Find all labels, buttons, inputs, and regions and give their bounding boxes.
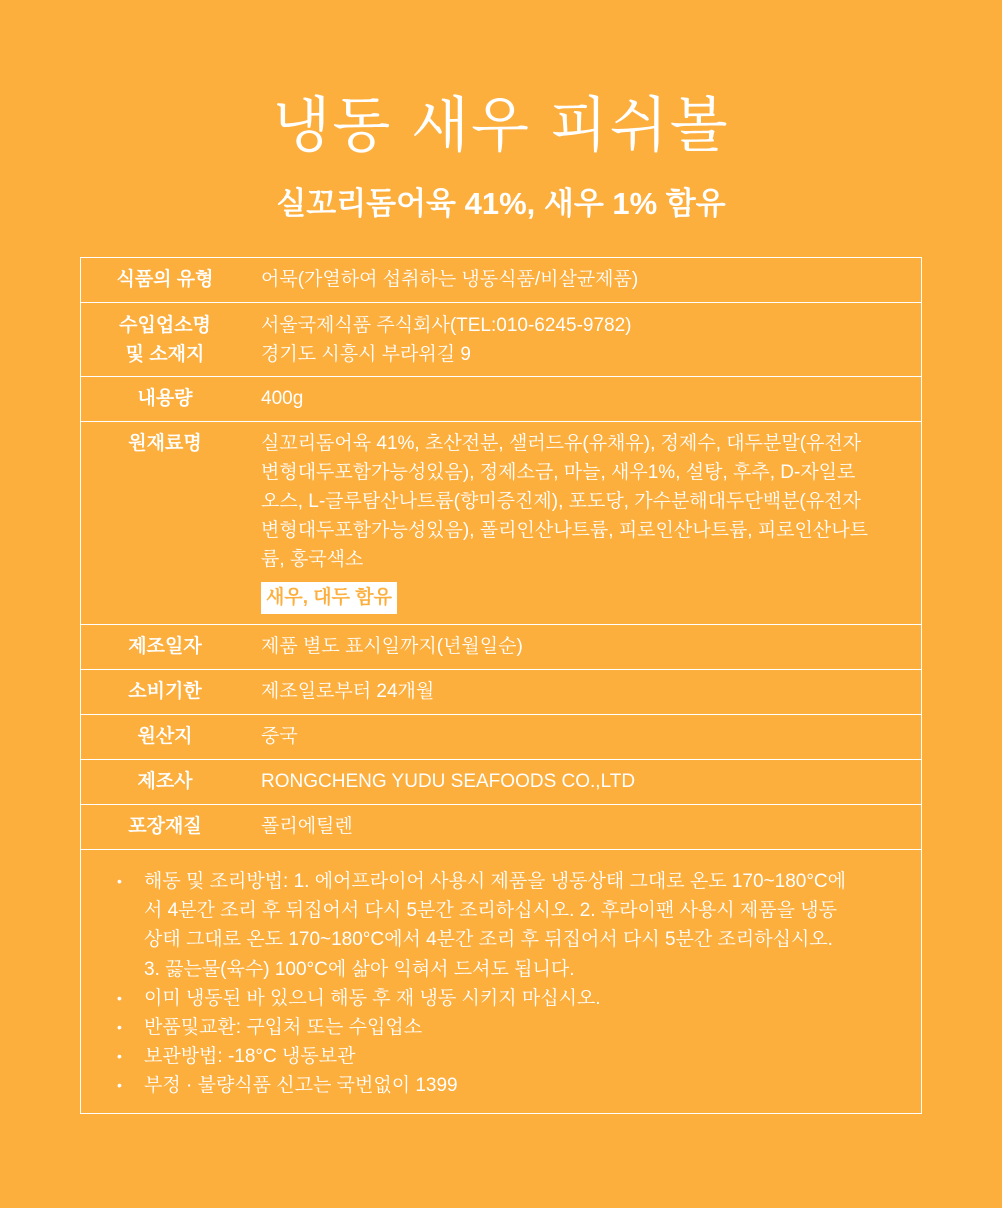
row-content [81, 377, 921, 422]
manufacture-date-label: 제조일자 [128, 636, 202, 657]
importer-label-line2: 및 소재지 [125, 344, 205, 365]
importer-label-line1: 수입업소명 [119, 315, 211, 336]
ingredients-line: 변형대두포함가능성있음), 폴리인산나트륨, 피로인산나트륨, 피로인산나트 [261, 520, 868, 541]
row-ingredients [81, 422, 921, 625]
manufacturer-value: RONGCHENG YUDU SEAFOODS CO.,LTD [261, 771, 636, 792]
note-line: 이미 냉동된 바 있으니 해동 후 재 냉동 시키지 마십시오. [144, 987, 601, 1009]
bullet-icon: • [117, 989, 122, 1006]
manufacturer-label: 제조사 [137, 771, 193, 792]
note-item [115, 1013, 901, 1042]
packaging-label: 포장재질 [128, 816, 202, 837]
ingredients-line: 륨, 홍국색소 [261, 549, 364, 570]
note-item [115, 984, 901, 1013]
product-info-table [80, 257, 922, 1114]
ingredients-line: 오스, L-글루탐산나트륨(향미증진제), 포도당, 가수분해대두단백분(유전자 [261, 491, 861, 512]
note-item [115, 867, 901, 984]
food-type-label: 식품의 유형 [116, 269, 214, 290]
row-manufacturer [81, 760, 921, 805]
note-item [115, 1071, 901, 1100]
row-manufacture-date [81, 625, 921, 670]
note-line: 서 4분간 조리 후 뒤집어서 다시 5분간 조리하십시오. 2. 후라이팬 사용시 제품을 냉동 [144, 900, 837, 922]
row-food-type [81, 258, 921, 303]
row-importer [81, 303, 921, 377]
notes-list [115, 867, 901, 1101]
product-subtitle: 실꼬리돔어육 41%, 새우 1% 함유 [276, 186, 726, 221]
origin-value: 중국 [261, 726, 298, 747]
row-expiry [81, 670, 921, 715]
note-line: 해동 및 조리방법: 1. 에어프라이어 사용시 제품을 냉동상태 그대로 온도 170~180°C에 [144, 871, 846, 892]
note-line: 보관방법: -18°C 냉동보관 [144, 1046, 356, 1068]
ingredients-line: 변형대두포함가능성있음), 정제소금, 마늘, 새우1%, 설탕, 후추, D-자일로 [261, 462, 856, 483]
importer-address: 경기도 시흥시 부라위길 9 [261, 344, 471, 365]
note-line: 부정 · 불량식품 신고는 국번없이 1399 [144, 1075, 458, 1097]
manufacture-date-value: 제품 별도 표시일까지(년월일순) [261, 636, 523, 657]
row-origin [81, 715, 921, 760]
note-line: 3. 끓는물(육수) 100°C에 삶아 익혀서 드셔도 됩니다. [144, 958, 575, 980]
expiry-value: 제조일로부터 24개월 [261, 681, 435, 702]
importer-label [81, 303, 249, 376]
expiry-label: 소비기한 [128, 681, 202, 702]
note-line: 상태 그대로 온도 170~180°C에서 4분간 조리 후 뒤집어서 다시 5분간 조리하십시오. [144, 929, 833, 951]
bullet-icon: • [117, 1077, 122, 1094]
content-value: 400g [261, 388, 304, 409]
notes-section [81, 850, 921, 1113]
bullet-icon: • [117, 1019, 122, 1036]
bullet-icon: • [117, 1048, 122, 1065]
packaging-value: 폴리에틸렌 [261, 816, 353, 837]
allergen-badge: 새우, 대두 함유 [261, 582, 397, 614]
note-item [115, 1042, 901, 1071]
ingredients-label: 원재료명 [128, 433, 202, 454]
origin-label: 원산지 [137, 726, 193, 747]
ingredients-line: 실꼬리돔어육 41%, 초산전분, 샐러드유(유채유), 정제수, 대두분말(유전자 [261, 433, 862, 454]
bullet-icon: • [117, 873, 122, 889]
importer-value [249, 303, 921, 376]
note-line: 반품및교환: 구입처 또는 수입업소 [144, 1017, 423, 1039]
row-packaging [81, 805, 921, 850]
content-label: 내용량 [137, 388, 193, 409]
food-type-value: 어묵(가열하여 섭취하는 냉동식품/비살균제품) [261, 269, 639, 290]
ingredients-value [249, 422, 921, 624]
importer-name: 서울국제식품 주식회사(TEL:010-6245-9782) [261, 315, 632, 336]
product-title: 냉동 새우 피쉬볼 [272, 92, 730, 159]
